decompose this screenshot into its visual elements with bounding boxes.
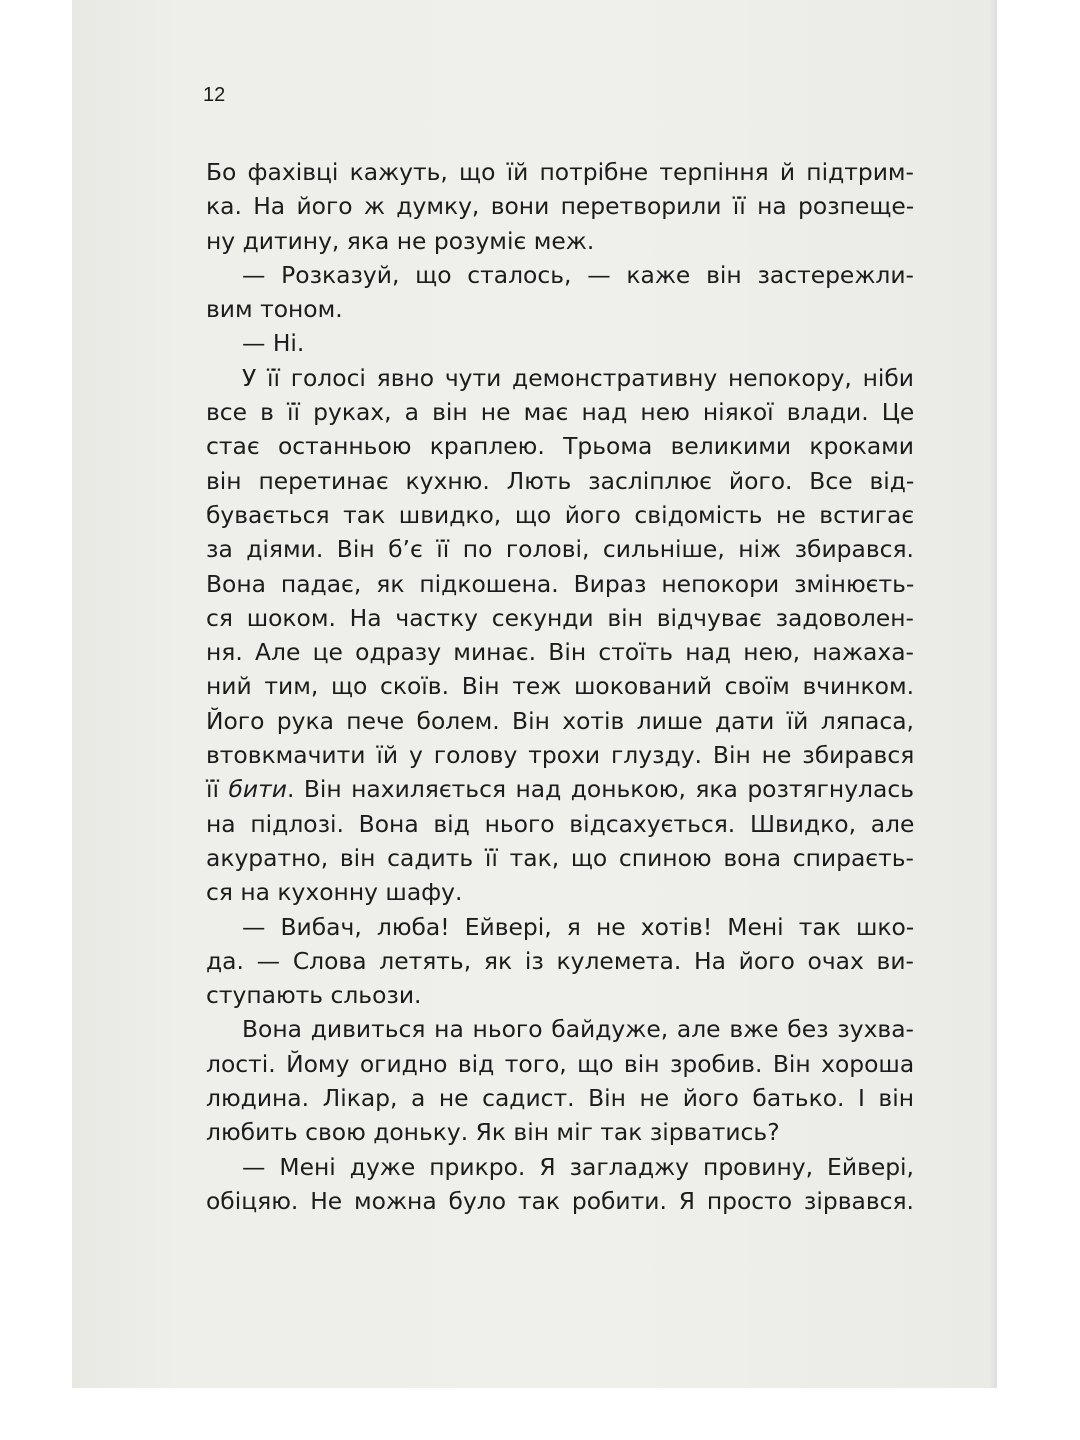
text-line: да. — Слова летять, як із кулемета. На його очах ви-	[206, 946, 914, 975]
text-line: ся на кухонну шафу.	[206, 878, 463, 907]
text-line: вим тоном.	[206, 295, 343, 324]
text-line: ня. Але це одразу минає. Він стоїть над нею, нажаха-	[206, 638, 914, 667]
text-line: ка. На його ж думку, вони перетворили її на розпеще-	[206, 192, 915, 221]
text-line: — Ні.	[242, 329, 305, 358]
text-line: — Вибач, люба! Ейвері, я не хотів! Мені так шко-	[242, 912, 915, 941]
text-line: любить свою доньку. Як він міг так зірватись?	[206, 1118, 780, 1147]
book-page	[72, 0, 997, 1388]
text-line: людина. Лікар, а не садист. Він не його батько. І він	[206, 1084, 914, 1113]
page-number: 12	[203, 84, 226, 106]
text-line: ступають сльози.	[206, 981, 422, 1010]
text-line: ся шоком. На частку секунди він відчуває задоволен-	[206, 603, 914, 632]
text-line: все в її руках, а він не має над нею ніякої влади. Це	[206, 398, 915, 427]
text-line: — Розказуй, що сталось, — каже він застережли-	[242, 260, 914, 289]
text-line: за діями. Він б’є її по голові, сильніше, ніж збирався.	[206, 535, 914, 564]
text-line: Вона падає, як підкошена. Вираз непокори змінюєть-	[206, 569, 915, 598]
page-edge-shadow	[989, 0, 997, 1388]
text-line: втовкмачити їй у голову трохи глузду. Він не збирався	[206, 741, 915, 770]
text-line: лості. Йому огидно від того, що він зробив. Він хороша	[206, 1049, 915, 1078]
text-line: Його рука пече болем. Він хотів лише дати їй ляпаса,	[206, 706, 914, 735]
emphasized-word: бити	[228, 775, 287, 804]
text-line: Бо фахівці кажуть, що їй потрібне терпіння й підтрим-	[206, 158, 914, 186]
text-line: обіцяю. Не можна було так робити. Я просто зірвався.	[206, 1186, 914, 1215]
text-line: акуратно, він садить її так, що спиною вона спираєть-	[206, 843, 914, 872]
text-line: на підлозі. Вона від нього відсахується. Швидко, але	[206, 809, 915, 838]
text-line: бувається так швидко, що його свідомість не встигає	[206, 500, 915, 529]
text-line: У її голосі явно чути демонстративну непокору, ніби	[242, 363, 914, 392]
body-text	[206, 155, 914, 1218]
text-line: ний тим, що скоїв. Він теж шокований своїм вчинком.	[206, 672, 915, 701]
text-run: її	[206, 775, 229, 804]
text-line: Вона дивиться на нього байдуже, але вже без зухва-	[242, 1015, 914, 1044]
text-line: ну дитину, яка не розуміє меж.	[206, 226, 595, 255]
text-line: він перетинає кухню. Лють засліплює його. Все від-	[206, 466, 915, 495]
text-line: стає останньою краплею. Трьома великими кроками	[206, 432, 914, 461]
text-run: . Він нахиляється над донькою, яка розтягнулась	[286, 775, 914, 804]
text-line: — Мені дуже прикро. Я загладжу провину, Ейвері,	[242, 1152, 914, 1181]
text-line-with-emphasis	[206, 772, 914, 806]
